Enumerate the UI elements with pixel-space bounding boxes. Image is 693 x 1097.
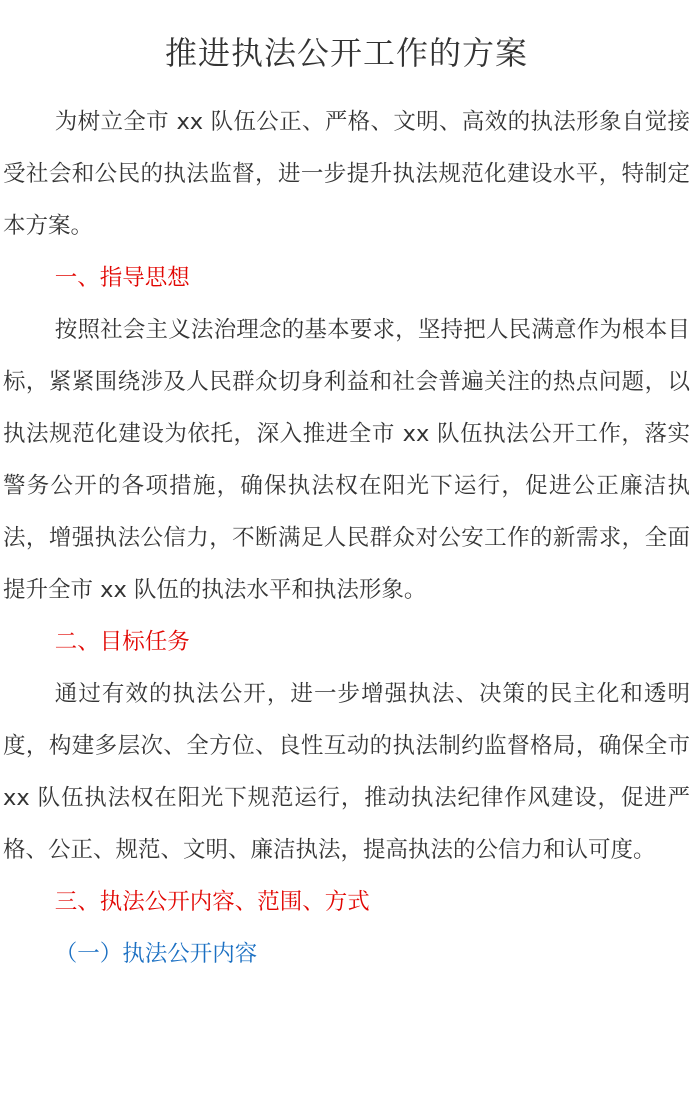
section-heading-guiding-ideology: 一、指导思想 bbox=[54, 265, 190, 291]
subsection-heading-disclosure-content: （一）执法公开内容 bbox=[54, 941, 258, 967]
document-title: 推进执法公开工作的方案 bbox=[164, 34, 528, 72]
section-heading-goals-tasks: 二、目标任务 bbox=[54, 629, 190, 655]
section-body-guiding-ideology: 按照社会主义法治理念的基本要求，坚持把人民满意作为根本目标，紧紧围绕涉及人民群众切身利益和社会普遍关注的热点问题，以执法规范化建设为依托，深入推进全市 xx 队伍执法公开工作，落实警务公开的各项措施，确保执法权在阳光下运行，促进公正廉洁执法，增强执法公信力，不断满足人民群众对公安工作的新需求，全面提升全市 xx 队伍的执法水平和执法形象。 bbox=[3, 317, 690, 603]
section-body-goals-tasks: 通过有效的执法公开，进一步增强执法、决策的民主化和透明度，构建多层次、全方位、良性互动的执法制约监督格局，确保全市 xx 队伍执法权在阳光下规范运行，推动执法纪律作风建设，促进严格、公正、规范、文明、廉洁执法，提高执法的公信力和认可度。 bbox=[3, 681, 690, 863]
section-heading-disclosure-scope: 三、执法公开内容、范围、方式 bbox=[54, 889, 370, 915]
intro-paragraph: 为树立全市 xx 队伍公正、严格、文明、高效的执法形象自觉接受社会和公民的执法监督，进一步提升执法规范化建设水平，特制定本方案。 bbox=[3, 109, 690, 239]
document-body bbox=[3, 96, 690, 980]
